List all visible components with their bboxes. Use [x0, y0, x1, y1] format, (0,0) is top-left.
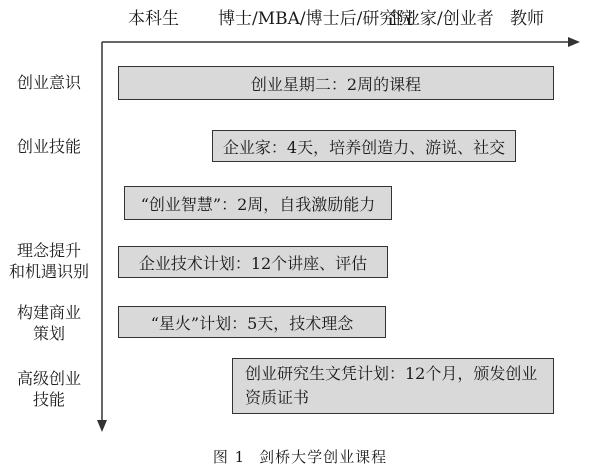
audience-entrepreneur: 企业家/创业者	[386, 9, 494, 29]
course-box-wisdom: “创业智慧”：2周，自我激励能力	[124, 186, 392, 220]
stage-label-advanced: 高级创业 技能	[16, 369, 81, 409]
audience-postgraduate: 博士/MBA/博士后/研究院	[218, 9, 414, 29]
course-box-spark: “星火”计划：5天，技术理念	[118, 306, 386, 338]
stage-label-opportunity: 理念提升 和机遇识别	[8, 241, 89, 281]
stage-label-skills: 创业技能	[16, 137, 81, 156]
stage-label-awareness: 创业意识	[16, 73, 81, 92]
figure-number: 图 1	[212, 448, 246, 466]
course-box-tuesdays: 创业星期二：2周的课程	[118, 66, 554, 100]
horizontal-axis-arrow	[568, 37, 580, 47]
course-box-tech-plan: 企业技术计划：12个讲座、评估	[118, 246, 388, 278]
audience-teacher: 教师	[510, 9, 544, 29]
figure-title: 剑桥大学创业课程	[259, 448, 388, 466]
figure-caption	[0, 446, 600, 467]
vertical-axis-arrow	[97, 420, 107, 432]
audience-undergraduate: 本科生	[128, 9, 179, 29]
course-box-entrepreneurs: 企业家：4天，培养创造力、游说、社交	[212, 130, 516, 162]
stage-label-business-plan: 构建商业 策划	[16, 303, 81, 343]
course-box-diploma: 创业研究生文凭计划：12个月，颁发创业资质证书	[232, 358, 554, 414]
